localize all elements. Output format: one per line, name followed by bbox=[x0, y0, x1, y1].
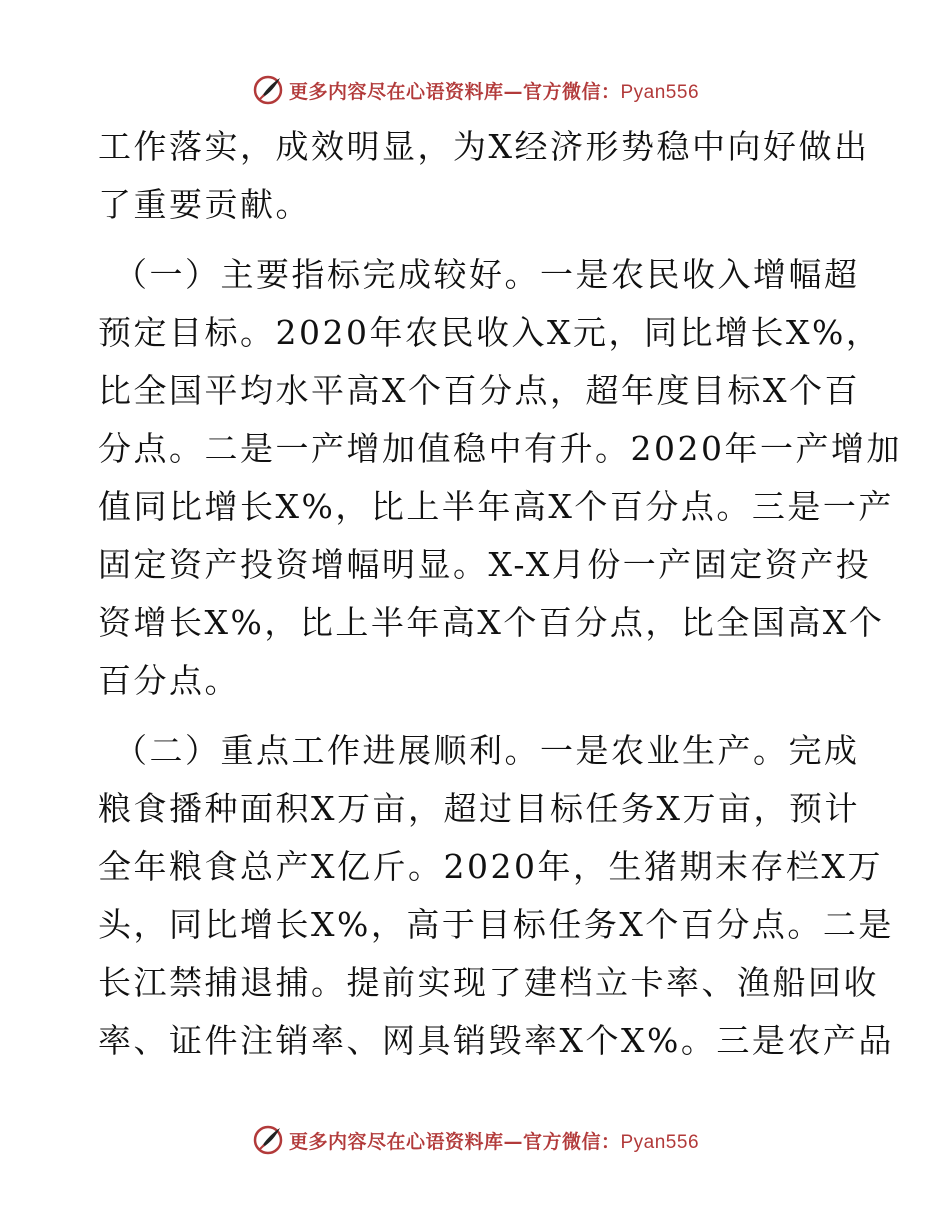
text-line: 资增长X%，比上半年高X个百分点，比全国高X个 bbox=[98, 603, 885, 642]
text-line: 工作落实，成效明显，为X经济形势稳中向好做出 bbox=[98, 127, 870, 166]
text-line: （二）重点工作进展顺利。一是农业生产。完成 bbox=[114, 731, 860, 770]
watermark-text: 更多内容尽在心语资料库—官方微信：Pyan556 bbox=[288, 1130, 700, 1153]
feather-pen-logo-icon bbox=[251, 73, 285, 107]
text-line: 分点。二是一产增加值稳中有升。2020年一产增加 bbox=[98, 429, 902, 468]
paragraph-main-indicators bbox=[98, 246, 902, 710]
watermark-text: 更多内容尽在心语资料库—官方微信：Pyan556 bbox=[288, 80, 700, 103]
paragraph-intro-tail bbox=[98, 118, 870, 234]
text-line: （一）主要指标完成较好。一是农民收入增幅超 bbox=[114, 255, 860, 294]
text-line: 百分点。 bbox=[98, 661, 240, 700]
text-line: 值同比增长X%，比上半年高X个百分点。三是一产 bbox=[98, 487, 894, 526]
text-line: 比全国平均水平高X个百分点，超年度目标X个百 bbox=[98, 371, 860, 410]
text-line: 了重要贡献。 bbox=[98, 185, 311, 224]
feather-pen-logo-icon bbox=[251, 1123, 285, 1157]
text-line: 长江禁捕退捕。提前实现了建档立卡率、渔船回收 bbox=[98, 963, 879, 1002]
document-body bbox=[98, 118, 902, 1070]
footer-watermark bbox=[0, 1120, 950, 1160]
text-line: 粮食播种面积X万亩，超过目标任务X万亩，预计 bbox=[98, 789, 860, 828]
header-watermark bbox=[0, 70, 950, 110]
text-line: 预定目标。2020年农民收入X元，同比增长X%， bbox=[98, 313, 882, 352]
text-line: 率、证件注销率、网具销毁率X个X%。三是农产品 bbox=[98, 1021, 894, 1060]
paragraph-key-work bbox=[98, 722, 894, 1070]
text-line: 头，同比增长X%，高于目标任务X个百分点。二是 bbox=[98, 905, 894, 944]
text-line: 全年粮食总产X亿斤。2020年，生猪期末存栏X万 bbox=[98, 847, 883, 886]
text-line: 固定资产投资增幅明显。X-X月份一产固定资产投 bbox=[98, 545, 872, 584]
